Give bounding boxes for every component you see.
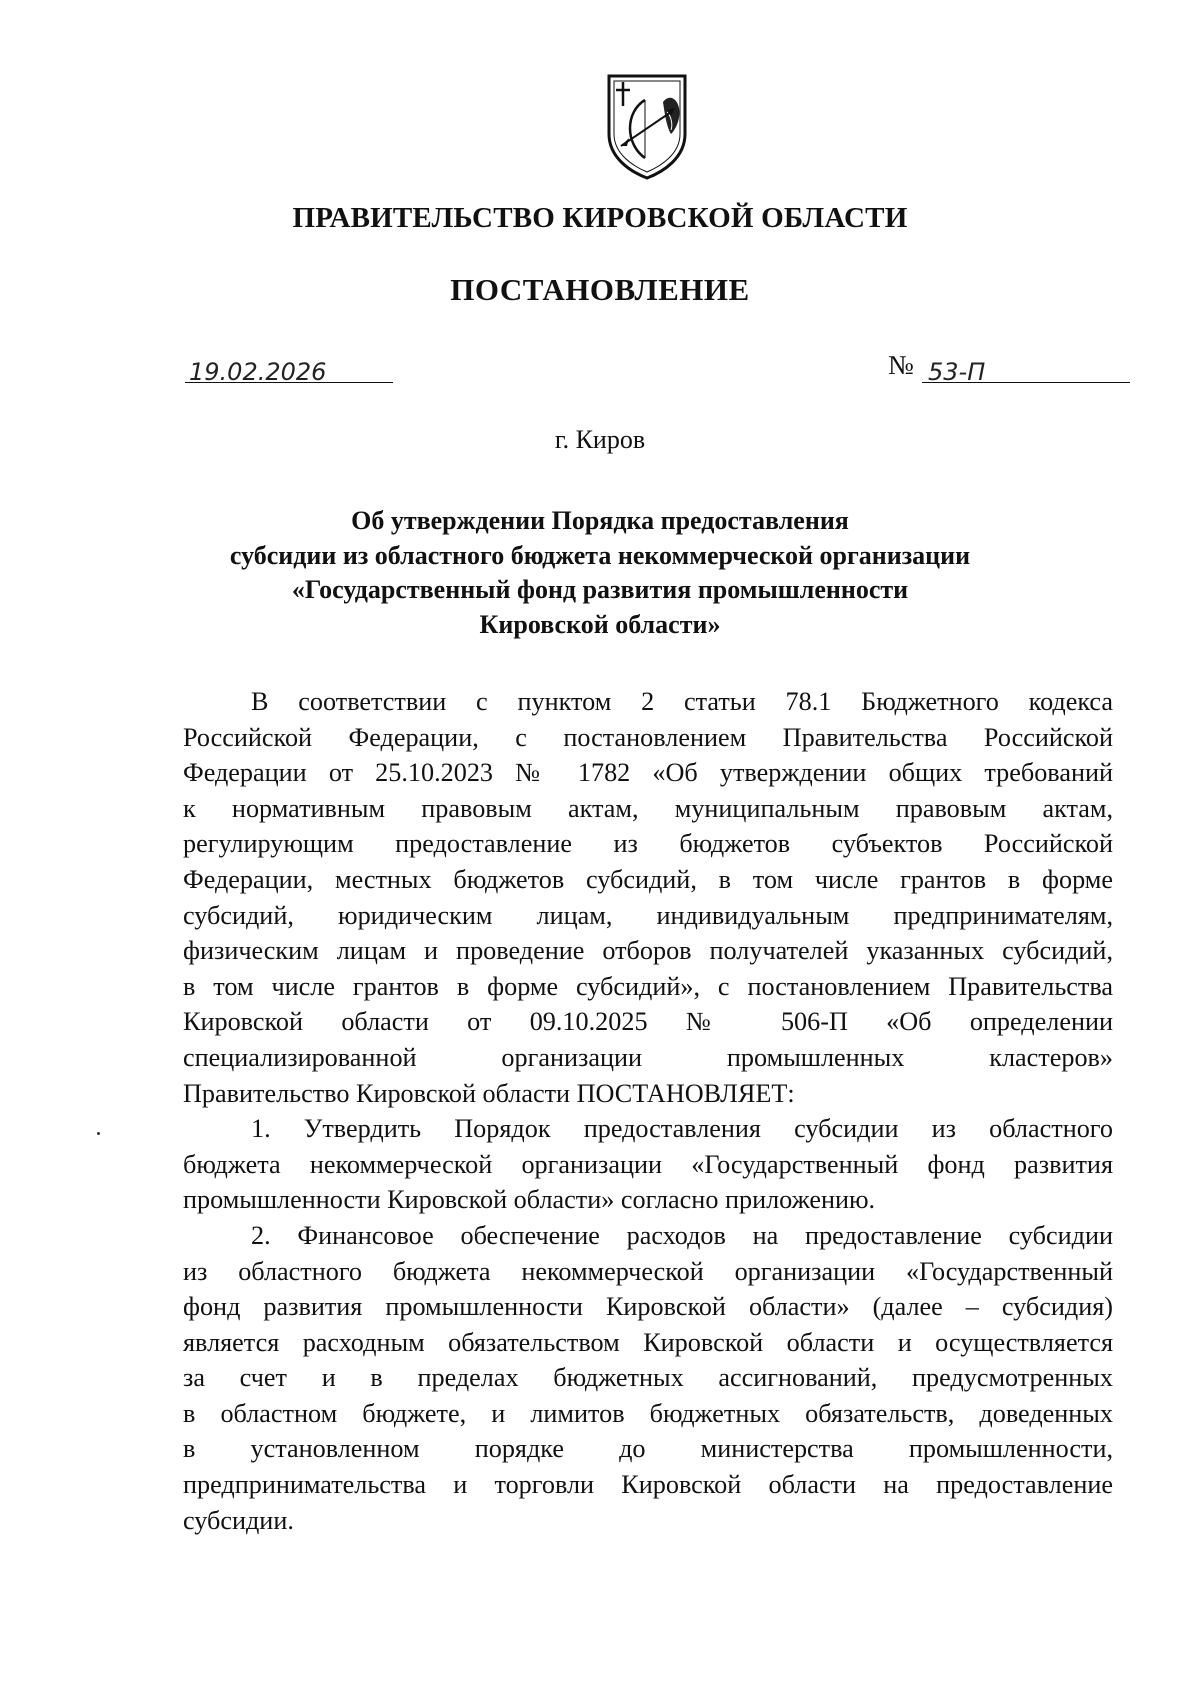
body-line: предпринимательства и торговли Кировской области на предоставление [183, 1470, 1113, 1500]
number-label: № [888, 350, 914, 380]
body-line: Кировской области от 09.10.2025 № 506-П «Об определении [183, 1007, 1113, 1037]
body-line: промышленности Кировской области» согласно приложению. [183, 1185, 876, 1215]
document-date: 19.02.2026 [189, 358, 327, 386]
title-line: Об утверждении Порядка предоставления [351, 506, 849, 535]
body-line: за счет и в пределах бюджетных ассигнований, предусмотренных [183, 1363, 1113, 1393]
body-line: фонд развития промышленности Кировской области» (далее – субсидия) [183, 1292, 1113, 1322]
document-title [0, 504, 1200, 642]
title-line: субсидии из областного бюджета некоммерческой организации [229, 540, 971, 570]
coat-of-arms-icon [605, 72, 689, 180]
city: г. Киров [554, 425, 646, 454]
body-line: регулирующим предоставление из бюджетов субъектов Российской [183, 829, 1113, 859]
body-line: специализированной организации промышленных кластеров» [183, 1042, 1113, 1072]
document-body [183, 684, 1113, 1538]
body-line: в областном бюджете, и лимитов бюджетных обязательств, доведенных [183, 1398, 1113, 1428]
body-line: является расходным обязательством Кировской области и осуществляется [183, 1327, 1113, 1357]
body-line: субсидий, юридическим лицам, индивидуальным предпринимателям, [183, 900, 1113, 930]
body-line: Федерации от 25.10.2023 № 1782 «Об утверждении общих требований [183, 758, 1113, 788]
body-line: 1. Утвердить Порядок предоставления субсидии из областного [251, 1114, 1113, 1144]
body-line: Российской Федерации, с постановлением Правительства Российской [183, 722, 1113, 752]
document-type: ПОСТАНОВЛЕНИЕ [450, 272, 750, 307]
body-line: субсидии. [183, 1505, 294, 1535]
body-line: из областного бюджета некоммерческой организации «Государственный [183, 1256, 1113, 1286]
body-line: Правительство Кировской области ПОСТАНОВЛЯЕТ: [183, 1078, 795, 1108]
body-line: бюджета некоммерческой организации «Государственный фонд развития [183, 1149, 1113, 1179]
scan-speck [97, 1132, 100, 1135]
body-line: физическим лицам и проведение отборов получателей указанных субсидий, [183, 936, 1113, 966]
body-line: В соответствии с пунктом 2 статьи 78.1 Бюджетного кодекса [251, 687, 1113, 716]
number-field [922, 352, 1130, 386]
body-line: к нормативным правовым актам, муниципальным правовым актам, [183, 793, 1113, 823]
body-line: в том числе грантов в форме субсидий», с постановлением Правительства [183, 971, 1113, 1001]
body-line: Федерации, местных бюджетов субсидий, в том числе грантов в форме [183, 864, 1113, 894]
title-line: Кировской области» [479, 609, 721, 639]
body-line: 2. Финансовое обеспечение расходов на предоставление субсидии [251, 1220, 1113, 1250]
document-number: 53-П [928, 358, 986, 386]
date-field [185, 352, 393, 386]
organization-name: ПРАВИТЕЛЬСТВО КИРОВСКОЙ ОБЛАСТИ [292, 202, 908, 234]
title-line: «Государственный фонд развития промышленности [291, 575, 909, 604]
body-line: в установленном порядке до министерства промышленности, [183, 1434, 1113, 1464]
